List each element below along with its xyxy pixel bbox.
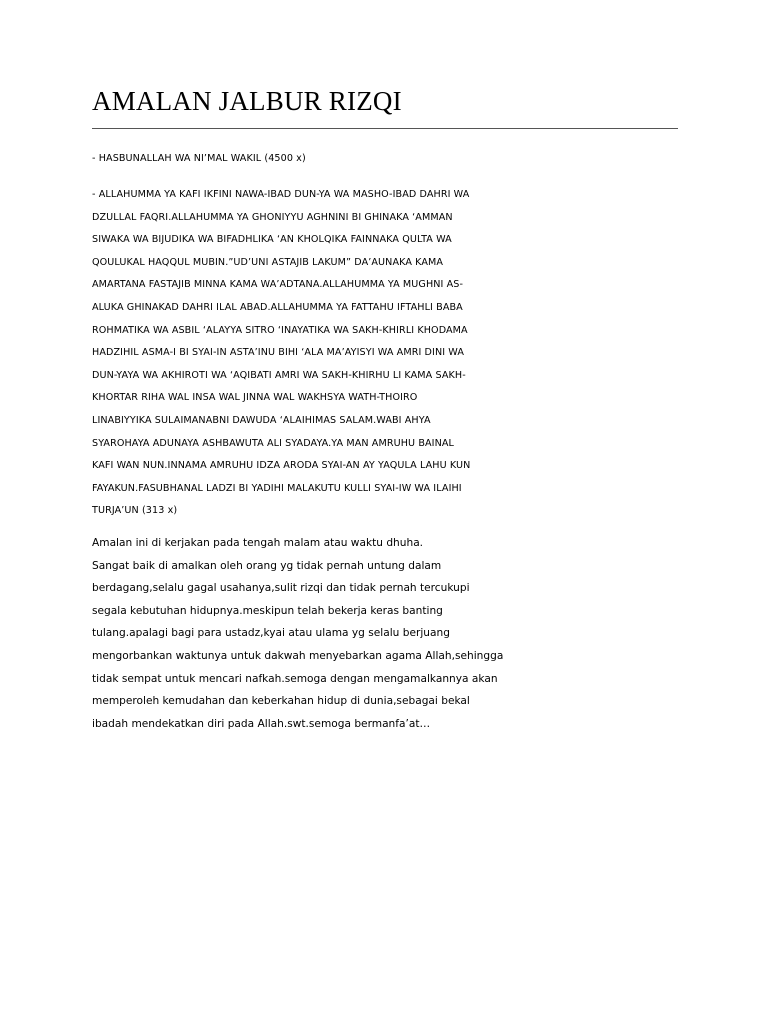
doa-line: HADZIHIL ASMA-I BI SYAI-IN ASTA’INU BIHI ‘ALA MA’AYISYI WA AMRI DINI WA xyxy=(92,347,465,359)
doa-line: FAYAKUN.FASUBHANAL LADZI BI YADIHI MALAKUTU KULLI SYAI-IW WA ILAIHI xyxy=(92,482,462,494)
doa-line: ROHMATIKA WA ASBIL ‘ALAYYA SITRO ‘INAYATIKA WA SAKH-KHIRLI KHODAMA xyxy=(92,324,468,336)
doa-line: SYAROHAYA ADUNAYA ASHBAWUTA ALI SYADAYA.YA MAN AMRUHU BAINAL xyxy=(92,437,454,449)
note-line: tulang.apalagi bagi para ustadz,kyai atau ulama yg selalu berjuang xyxy=(92,627,450,640)
note-line: memperoleh kemudahan dan keberkahan hidup di dunia,sebagai bekal xyxy=(92,695,470,708)
doa-line: TURJA’UN (313 x) xyxy=(92,505,178,517)
dzikir-line: - HASBUNALLAH WA NI’MAL WAKIL (4500 x) xyxy=(92,153,306,164)
doa-line: DZULLAL FAQRI.ALLAHUMMA YA GHONIYYU AGHNINI BI GHINAKA ‘AMMAN xyxy=(92,211,453,223)
note-line: tidak sempat untuk mencari nafkah.semoga dengan mengamalkannya akan xyxy=(92,672,498,685)
note-line: segala kebutuhan hidupnya.meskipun telah bekerja keras banting xyxy=(92,604,443,617)
doa-line: QOULUKAL HAQQUL MUBIN.”UD’UNI ASTAJIB LAKUM” DA’AUNAKA KAMA xyxy=(92,256,444,268)
doa-line: KAFI WAN NUN.INNAMA AMRUHU IDZA ARODA SYAI-AN AY YAQULA LAHU KUN xyxy=(92,460,471,472)
doa-line: AMARTANA FASTAJIB MINNA KAMA WA’ADTANA.ALLAHUMMA YA MUGHNI AS- xyxy=(92,279,464,291)
title-divider xyxy=(92,128,678,129)
doa-line: ALUKA GHINAKAD DAHRI ILAL ABAD.ALLAHUMMA YA FATTAHU IFTAHLI BABA xyxy=(92,301,463,313)
doa-line: - ALLAHUMMA YA KAFI IKFINI NAWA-IBAD DUN-YA WA MASHO-IBAD DAHRI WA xyxy=(92,189,470,200)
doa-line: KHORTAR RIHA WAL INSA WAL JINNA WAL WAKHSYA WATH-THOIRO xyxy=(92,392,418,404)
note-line: mengorbankan waktunya untuk dakwah menyebarkan agama Allah,sehingga xyxy=(92,649,504,662)
note-line: Sangat baik di amalkan oleh orang yg tidak pernah untung dalam xyxy=(92,559,442,572)
doa-line: SIWAKA WA BIJUDIKA WA BIFADHLIKA ‘AN KHOLQIKA FAINNAKA QULTA WA xyxy=(92,234,452,246)
note-line: berdagang,selalu gagal usahanya,sulit rizqi dan tidak pernah tercukupi xyxy=(92,582,470,595)
note-paragraph xyxy=(92,532,682,735)
note-line: ibadah mendekatkan diri pada Allah.swt.semoga bermanfa’at… xyxy=(92,717,431,730)
note-line: Amalan ini di kerjakan pada tengah malam atau waktu dhuha. xyxy=(92,537,424,549)
doa-line: DUN-YAYA WA AKHIROTI WA ‘AQIBATI AMRI WA SAKH-KHIRHU LI KAMA SAKH- xyxy=(92,369,466,381)
doa-line: LINABIYYIKA SULAIMANABNI DAWUDA ‘ALAIHIMAS SALAM.WABI AHYA xyxy=(92,414,431,426)
doa-paragraph xyxy=(92,184,682,523)
document-title: AMALAN JALBUR RIZQI xyxy=(92,86,402,116)
